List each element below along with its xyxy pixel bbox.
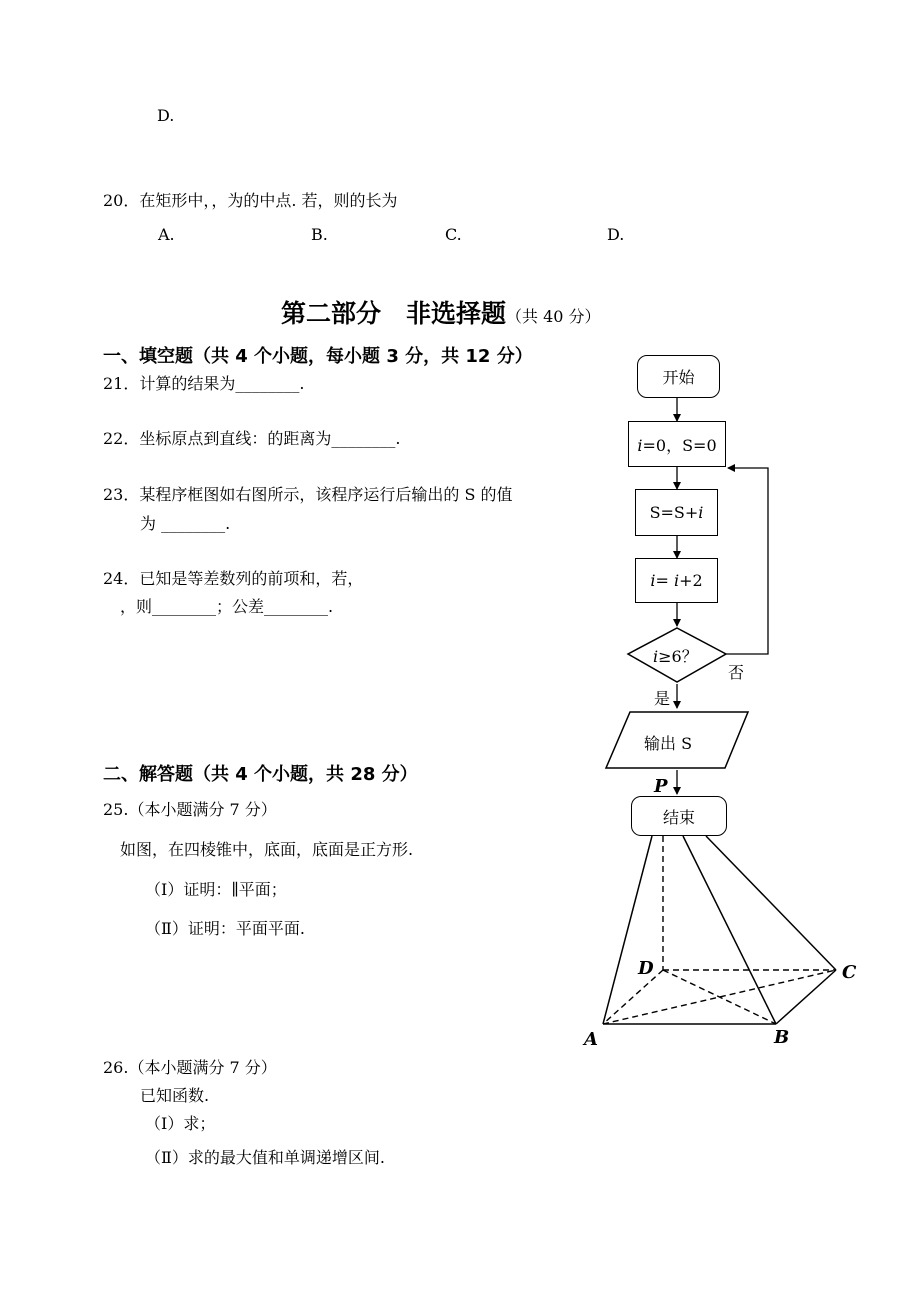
part2-title-text: 第二部分 非选择题 <box>281 299 507 328</box>
q26-stem: 已知函数. <box>140 1086 210 1105</box>
section1-heading: 一、填空题（共 4 个小题，每小题 3 分，共 12 分） <box>103 346 533 367</box>
flow-output-label: 输出 S <box>644 734 693 753</box>
flow-step-sum-text: S=S+ <box>649 503 699 522</box>
flow-step-sum-label <box>650 503 704 522</box>
q23-line2: 为 ________. <box>140 514 231 533</box>
q19-option-d: D. <box>157 106 175 125</box>
q20-option-a: A. <box>158 225 175 244</box>
flow-step-inc-var1: i <box>650 571 656 590</box>
flow-end-label: 结束 <box>662 807 695 827</box>
flow-init-rest: =0，S=0 <box>642 435 717 455</box>
arrow-loop-back <box>726 468 768 654</box>
pyramid-hidden <box>603 836 836 1024</box>
part2-score: （共 40 分） <box>506 307 601 326</box>
flow-init-var: i <box>637 435 643 455</box>
q20-stem: 20．在矩形中，，为的中点. 若，则的长为 <box>103 191 398 210</box>
flow-step-increment <box>635 558 718 603</box>
flow-cond-var: i <box>653 647 659 666</box>
flow-cond-label <box>653 644 698 667</box>
flow-step-inc-eq: = <box>655 571 674 590</box>
q20-option-c: C. <box>445 225 462 244</box>
q25-part2: （Ⅱ）证明：平面平面. <box>145 919 305 938</box>
q23-line1: 23．某程序框图如右图所示，该程序运行后输出的 S 的值 <box>103 485 513 504</box>
q20-option-b: B. <box>311 225 328 244</box>
flow-step-sum <box>635 489 718 536</box>
flow-step-inc-var2: i <box>673 571 680 590</box>
flow-yes-label: 是 <box>654 689 671 708</box>
q25-title: 25.（本小题满分 7 分） <box>103 800 277 819</box>
flow-step-sum-var: i <box>698 503 704 522</box>
flow-init <box>628 421 726 467</box>
vertex-d-label: D <box>638 958 654 979</box>
section2-heading: 二、解答题（共 4 个小题，共 28 分） <box>103 764 418 785</box>
vertex-a-label: A <box>584 1029 598 1050</box>
q26-part2: （Ⅱ）求的最大值和单调递增区间. <box>145 1148 385 1167</box>
flow-init-label <box>637 433 716 456</box>
flow-end <box>631 796 727 836</box>
vertex-p-label: P <box>654 776 668 797</box>
flow-step-inc-end: +2 <box>679 571 703 590</box>
flow-step-increment-label <box>650 571 702 590</box>
q26-part1: （Ⅰ）求； <box>145 1114 216 1133</box>
edge-pb <box>683 836 776 1024</box>
flow-cond-rest: ≥6？ <box>658 647 698 666</box>
flow-start <box>637 355 720 398</box>
flow-start-label: 开始 <box>662 368 695 387</box>
diag-bd <box>663 970 776 1024</box>
q25-part1: （Ⅰ）证明：∥平面； <box>145 880 287 899</box>
q20-option-d: D. <box>607 225 625 244</box>
q25-stem: 如图，在四棱锥中，底面，底面是正方形. <box>120 840 414 859</box>
q24-line1: 24．已知是等差数列的前项和，若， <box>103 569 364 588</box>
flow-no-label: 否 <box>728 663 745 682</box>
vertex-b-label: B <box>774 1027 790 1048</box>
q21: 21．计算的结果为________. <box>103 374 305 393</box>
edge-pa <box>603 836 652 1024</box>
edge-da <box>603 970 663 1024</box>
edge-pc <box>706 836 836 970</box>
q24-line2: ，则________；公差________. <box>120 597 334 616</box>
vertex-c-label: C <box>842 962 857 983</box>
pyramid <box>603 836 836 1024</box>
edge-bc <box>776 970 836 1024</box>
q26-title: 26.（本小题满分 7 分） <box>103 1058 277 1077</box>
q22: 22．坐标原点到直线：的距离为________. <box>103 429 401 448</box>
